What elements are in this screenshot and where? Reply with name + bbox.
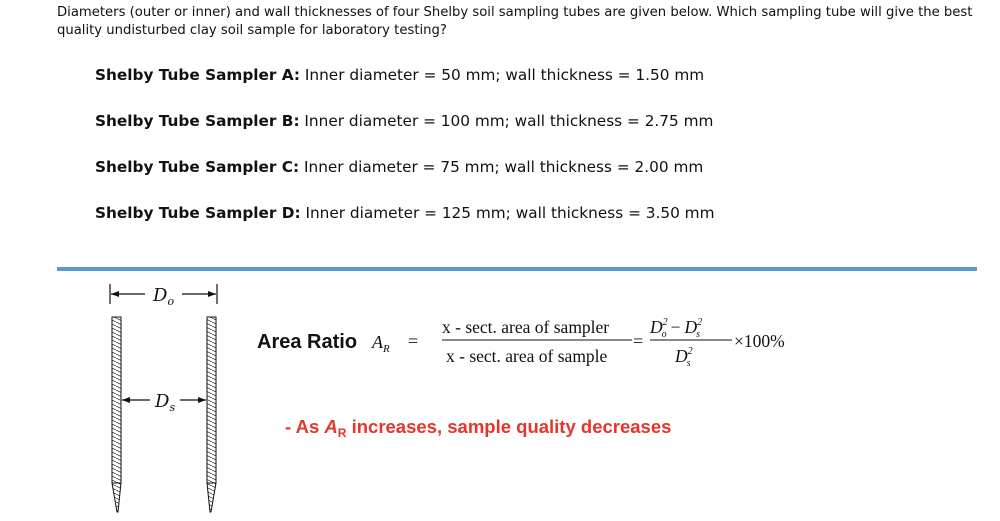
sampler-d-name: Shelby Tube Sampler D: (95, 204, 301, 222)
formula-numerator: x - sect. area of sampler (442, 317, 610, 337)
inner-dim-arrow-right (198, 397, 206, 403)
note-ar-sub: R (337, 426, 347, 440)
sampler-b-name: Shelby Tube Sampler B: (95, 112, 300, 130)
note-prefix: - As (285, 416, 325, 437)
inner-diameter-label: $D_s$ (155, 391, 176, 414)
shelby-tube-diagram (100, 282, 240, 517)
sampler-b (95, 112, 713, 130)
tube-tip-left (112, 483, 121, 512)
formula-denominator: x - sect. area of sample (446, 346, 608, 366)
tube-wall-left (112, 317, 121, 483)
tube-wall-right (207, 317, 216, 483)
area-ratio-formula (370, 310, 810, 380)
outer-diameter-label: $D_o$ (153, 285, 175, 308)
sampler-a-name: Shelby Tube Sampler A: (95, 66, 301, 84)
note-suffix: increases, sample quality decreases (346, 416, 672, 437)
sampler-a (95, 66, 704, 84)
section-divider (57, 267, 977, 271)
formula-rhs-denominator: $D^2$ s (675, 346, 693, 369)
outer-dim-arrow-left (111, 291, 119, 297)
sampler-b-spec: Inner diameter = 100 mm; wall thickness = 2.75 mm (299, 112, 714, 130)
note-ar: A (324, 416, 338, 437)
question-text: Diameters (outer or inner) and wall thicknesses of four Shelby soil sampling tubes are given below. Which sampling tube will give the best quality undisturbed clay soil sample for laboratory testing? (57, 5, 973, 38)
tube-tip-right (207, 483, 216, 512)
formula-lhs: $A_R$ (372, 332, 390, 355)
sampler-d (95, 204, 714, 222)
sampler-c-name: Shelby Tube Sampler C: (95, 158, 300, 176)
formula-rhs-numerator: $D^2$ $o - D^2$ s (650, 317, 703, 340)
area-ratio-label: Area Ratio (257, 331, 358, 353)
inner-dim-arrow-left (122, 397, 130, 403)
sampler-a-spec: Inner diameter = 50 mm; wall thickness = 1.50 mm (300, 66, 705, 84)
sample-quality-note (285, 416, 671, 440)
sampler-c-spec: Inner diameter = 75 mm; wall thickness = 2.00 mm (299, 158, 704, 176)
formula-equals-2: = (633, 331, 644, 351)
formula-multiplier: ×100% (734, 331, 785, 351)
sampler-d-spec: Inner diameter = 125 mm; wall thickness = 3.50 mm (300, 204, 715, 222)
formula-equals-1: = (408, 331, 419, 351)
outer-dim-arrow-right (208, 291, 216, 297)
sampler-c (95, 158, 703, 176)
